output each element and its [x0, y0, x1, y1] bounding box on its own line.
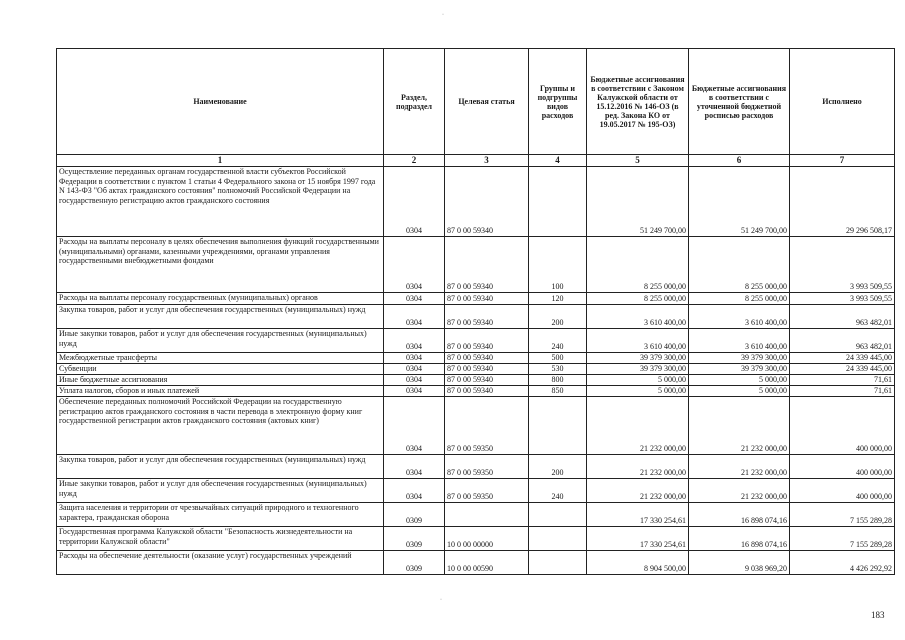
table-row — [57, 237, 895, 293]
cell-name: Субвенции — [57, 364, 384, 375]
cell-name: Межбюджетные трансферты — [57, 353, 384, 364]
cell-refined: 16 898 074,16 — [689, 503, 790, 527]
cell-executed: 7 155 289,28 — [790, 527, 895, 551]
cell-name: Иные закупки товаров, работ и услуг для обеспечения государственных (муниципальных) нужд — [57, 329, 384, 353]
cell-target: 10 0 00 00590 — [445, 551, 529, 575]
table-body — [57, 167, 895, 575]
header-refined-budget: Бюджетные ассигнования в соответствии с уточненной бюджетной росписью расходов — [689, 49, 790, 155]
budget-table — [56, 48, 895, 575]
table-row — [57, 455, 895, 479]
cell-name: Расходы на выплаты персоналу государственных (муниципальных) органов — [57, 293, 384, 305]
cell-group: 800 — [529, 375, 587, 386]
cell-target: 87 0 00 59340 — [445, 167, 529, 237]
cell-section: 0304 — [384, 353, 445, 364]
header-section: Раздел, подраздел — [384, 49, 445, 155]
cell-target: 87 0 00 59340 — [445, 353, 529, 364]
cell-refined: 8 255 000,00 — [689, 293, 790, 305]
cell-target: 87 0 00 59340 — [445, 375, 529, 386]
cell-refined: 21 232 000,00 — [689, 455, 790, 479]
cell-section: 0309 — [384, 503, 445, 527]
table-row — [57, 479, 895, 503]
table-row — [57, 293, 895, 305]
scan-speck: · — [442, 12, 444, 18]
cell-target: 87 0 00 59340 — [445, 293, 529, 305]
table-row — [57, 353, 895, 364]
cell-executed: 400 000,00 — [790, 397, 895, 455]
cell-refined: 9 038 969,20 — [689, 551, 790, 575]
cell-group: 200 — [529, 305, 587, 329]
cell-refined: 39 379 300,00 — [689, 353, 790, 364]
cell-executed: 963 482,01 — [790, 305, 895, 329]
cell-law: 17 330 254,61 — [587, 527, 689, 551]
cell-executed: 3 993 509,55 — [790, 237, 895, 293]
column-number: 7 — [790, 155, 895, 167]
table-row — [57, 364, 895, 375]
cell-law: 39 379 300,00 — [587, 364, 689, 375]
column-number: 1 — [57, 155, 384, 167]
cell-section: 0309 — [384, 527, 445, 551]
table-row — [57, 397, 895, 455]
cell-section: 0304 — [384, 397, 445, 455]
cell-target: 87 0 00 59350 — [445, 455, 529, 479]
cell-refined: 21 232 000,00 — [689, 397, 790, 455]
header-executed: Исполнено — [790, 49, 895, 155]
table-row — [57, 551, 895, 575]
cell-section: 0304 — [384, 237, 445, 293]
cell-executed: 400 000,00 — [790, 455, 895, 479]
cell-executed: 3 993 509,55 — [790, 293, 895, 305]
cell-target: 87 0 00 59340 — [445, 305, 529, 329]
cell-name: Осуществление переданных органам государственной власти субъектов Российской Федерации в соответствии с пунктом 1 статьи 4 Федерального закона от 15 ноября 1997 года N 143-ФЗ "Об актах гражданского состояния" полномочий Российской Федерации на государственную регистрацию актов гражданского состояния — [57, 167, 384, 237]
header-name: Наименование — [57, 49, 384, 155]
cell-law: 21 232 000,00 — [587, 397, 689, 455]
cell-section: 0304 — [384, 479, 445, 503]
cell-law: 8 904 500,00 — [587, 551, 689, 575]
cell-group: 500 — [529, 353, 587, 364]
cell-target: 87 0 00 59340 — [445, 364, 529, 375]
cell-section: 0309 — [384, 551, 445, 575]
cell-law: 8 255 000,00 — [587, 293, 689, 305]
cell-executed: 963 482,01 — [790, 329, 895, 353]
table-row — [57, 527, 895, 551]
cell-law: 17 330 254,61 — [587, 503, 689, 527]
column-number: 4 — [529, 155, 587, 167]
cell-law: 21 232 000,00 — [587, 479, 689, 503]
cell-target: 10 0 00 00000 — [445, 527, 529, 551]
column-number: 2 — [384, 155, 445, 167]
cell-group — [529, 551, 587, 575]
cell-name: Расходы на выплаты персоналу в целях обеспечения выполнения функций государственными (муниципальными) органами, казенными учреждениями, органами управления государственными внебюджетными фондами — [57, 237, 384, 293]
scan-speck: · — [440, 597, 442, 603]
cell-group: 100 — [529, 237, 587, 293]
cell-section: 0304 — [384, 364, 445, 375]
cell-executed: 71,61 — [790, 375, 895, 386]
cell-refined: 3 610 400,00 — [689, 305, 790, 329]
cell-group — [529, 503, 587, 527]
cell-target: 87 0 00 59340 — [445, 237, 529, 293]
cell-law: 3 610 400,00 — [587, 305, 689, 329]
cell-name: Уплата налогов, сборов и иных платежей — [57, 386, 384, 397]
table-row — [57, 503, 895, 527]
header-groups: Группы и подгруппы видов расходов — [529, 49, 587, 155]
cell-executed: 29 296 508,17 — [790, 167, 895, 237]
cell-target: 87 0 00 59350 — [445, 479, 529, 503]
cell-group: 850 — [529, 386, 587, 397]
cell-law: 39 379 300,00 — [587, 353, 689, 364]
cell-name: Защита населения и территории от чрезвычайных ситуаций природного и техногенного характера, гражданская оборона — [57, 503, 384, 527]
cell-target: 87 0 00 59340 — [445, 386, 529, 397]
cell-target: 87 0 00 59350 — [445, 397, 529, 455]
cell-law: 5 000,00 — [587, 386, 689, 397]
cell-name: Расходы на обеспечение деятельности (оказание услуг) государственных учреждений — [57, 551, 384, 575]
cell-target: 87 0 00 59340 — [445, 329, 529, 353]
cell-refined: 21 232 000,00 — [689, 479, 790, 503]
cell-section: 0304 — [384, 386, 445, 397]
header-target: Целевая статья — [445, 49, 529, 155]
header-law-budget: Бюджетные ассигнования в соответствии с Законом Калужской области от 15.12.2016 № 146-ОЗ (в ред. Закона КО от 19.05.2017 № 195-ОЗ) — [587, 49, 689, 155]
cell-executed: 4 426 292,92 — [790, 551, 895, 575]
cell-section: 0304 — [384, 305, 445, 329]
table-row — [57, 386, 895, 397]
cell-refined: 5 000,00 — [689, 375, 790, 386]
cell-group — [529, 397, 587, 455]
column-number: 5 — [587, 155, 689, 167]
cell-name: Закупка товаров, работ и услуг для обеспечения государственных (муниципальных) нужд — [57, 305, 384, 329]
cell-group — [529, 167, 587, 237]
header-row — [57, 49, 895, 155]
cell-executed: 71,61 — [790, 386, 895, 397]
cell-refined: 16 898 074,16 — [689, 527, 790, 551]
cell-name: Иные бюджетные ассигнования — [57, 375, 384, 386]
column-number: 6 — [689, 155, 790, 167]
column-number-row — [57, 155, 895, 167]
cell-section: 0304 — [384, 375, 445, 386]
cell-executed: 7 155 289,28 — [790, 503, 895, 527]
cell-refined: 39 379 300,00 — [689, 364, 790, 375]
cell-refined: 8 255 000,00 — [689, 237, 790, 293]
cell-executed: 24 339 445,00 — [790, 353, 895, 364]
cell-name: Иные закупки товаров, работ и услуг для обеспечения государственных (муниципальных) нужд — [57, 479, 384, 503]
cell-refined: 51 249 700,00 — [689, 167, 790, 237]
cell-law: 21 232 000,00 — [587, 455, 689, 479]
table-row — [57, 167, 895, 237]
cell-group: 530 — [529, 364, 587, 375]
cell-section: 0304 — [384, 329, 445, 353]
table-row — [57, 329, 895, 353]
cell-refined: 3 610 400,00 — [689, 329, 790, 353]
cell-executed: 24 339 445,00 — [790, 364, 895, 375]
cell-section: 0304 — [384, 293, 445, 305]
cell-group: 240 — [529, 479, 587, 503]
table-row — [57, 375, 895, 386]
cell-law: 5 000,00 — [587, 375, 689, 386]
cell-refined: 5 000,00 — [689, 386, 790, 397]
cell-section: 0304 — [384, 167, 445, 237]
cell-section: 0304 — [384, 455, 445, 479]
cell-target — [445, 503, 529, 527]
cell-law: 51 249 700,00 — [587, 167, 689, 237]
column-number: 3 — [445, 155, 529, 167]
cell-law: 8 255 000,00 — [587, 237, 689, 293]
cell-group: 120 — [529, 293, 587, 305]
cell-law: 3 610 400,00 — [587, 329, 689, 353]
cell-name: Государственная программа Калужской области "Безопасность жизнедеятельности на территории Калужской области" — [57, 527, 384, 551]
cell-group: 200 — [529, 455, 587, 479]
page-number: 183 — [871, 610, 885, 620]
cell-group: 240 — [529, 329, 587, 353]
cell-group — [529, 527, 587, 551]
cell-executed: 400 000,00 — [790, 479, 895, 503]
cell-name: Закупка товаров, работ и услуг для обеспечения государственных (муниципальных) нужд — [57, 455, 384, 479]
cell-name: Обеспечение переданных полномочий Российской Федерации на государственную регистрацию актов гражданского состояния в части перевода в электронную форму книг государственной регистрации актов гражданского состояния (актовых книг) — [57, 397, 384, 455]
table-row — [57, 305, 895, 329]
